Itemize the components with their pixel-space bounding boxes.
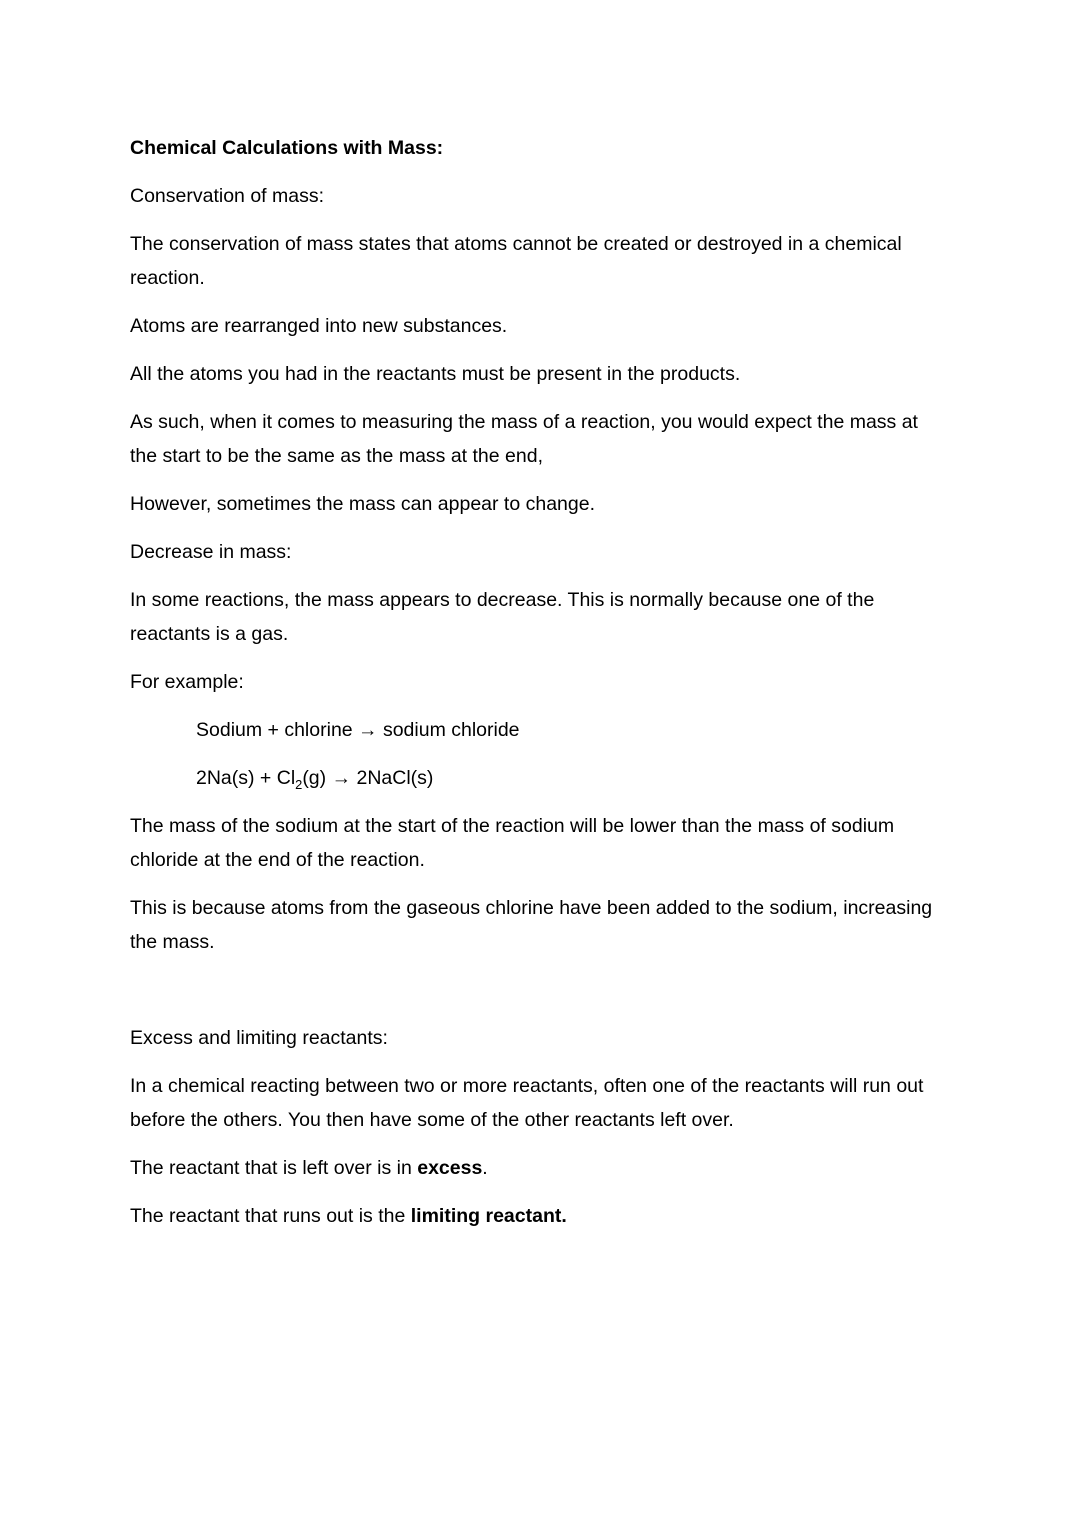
paragraph: [130, 713, 948, 747]
text-segment: (g): [302, 767, 332, 789]
text-segment: 2Na(s) + Cl: [196, 767, 296, 789]
paragraph: [130, 227, 948, 295]
empty-paragraph: [130, 973, 948, 1007]
document-body: [130, 131, 948, 1233]
paragraph: [130, 357, 948, 391]
paragraph: [130, 1021, 948, 1055]
text-segment: In a chemical reacting between two or more reactants, often one of the reactants will run out before the others. You then have some of the other reactants left over.: [130, 1075, 929, 1131]
paragraph: [130, 309, 948, 343]
text-segment: All the atoms you had in the reactants must be present in the products.: [130, 363, 741, 385]
paragraph: [130, 1069, 948, 1137]
text-segment: For example:: [130, 671, 244, 693]
text-segment: The conservation of mass states that atoms cannot be created or destroyed in a chemical reaction.: [130, 233, 908, 289]
paragraph: [130, 583, 948, 651]
document-heading: [130, 131, 948, 165]
text-segment: The reactant that runs out is the: [130, 1205, 411, 1227]
paragraph: [130, 891, 948, 959]
text-segment: Chemical Calculations with Mass:: [130, 137, 444, 159]
text-segment: Decrease in mass:: [130, 541, 292, 563]
text-segment: sodium chloride: [377, 719, 520, 741]
text-segment: The reactant that is left over is in: [130, 1157, 418, 1179]
text-segment: .: [482, 1157, 488, 1179]
text-segment: Conservation of mass:: [130, 185, 325, 207]
text-segment: This is because atoms from the gaseous chlorine have been added to the sodium, increasing the mass.: [130, 897, 938, 953]
paragraph: [130, 665, 948, 699]
text-segment: Sodium + chlorine: [196, 719, 359, 741]
text-segment: 2NaCl(s): [351, 767, 434, 789]
text-segment: The mass of the sodium at the start of the reaction will be lower than the mass of sodium chloride at the end of the reaction.: [130, 815, 900, 871]
paragraph: [130, 761, 948, 795]
text-segment: excess: [417, 1157, 483, 1179]
paragraph: [130, 535, 948, 569]
subscript-text: 2: [295, 776, 303, 792]
paragraph: [130, 809, 948, 877]
paragraph: [130, 1199, 948, 1233]
paragraph: [130, 179, 948, 213]
text-segment: Excess and limiting reactants:: [130, 1027, 388, 1049]
paragraph: [130, 405, 948, 473]
text-segment: In some reactions, the mass appears to decrease. This is normally because one of the reactants is a gas.: [130, 589, 880, 645]
right-arrow-icon: →: [358, 719, 378, 741]
text-segment: limiting reactant.: [410, 1205, 567, 1227]
paragraph: [130, 1151, 948, 1185]
text-segment: As such, when it comes to measuring the mass of a reaction, you would expect the mass at the start to be the same as the mass at the end,: [130, 411, 924, 467]
text-segment: Atoms are rearranged into new substances.: [130, 315, 508, 337]
text-segment: However, sometimes the mass can appear to change.: [130, 493, 595, 515]
right-arrow-icon: →: [331, 767, 352, 789]
paragraph: [130, 487, 948, 521]
